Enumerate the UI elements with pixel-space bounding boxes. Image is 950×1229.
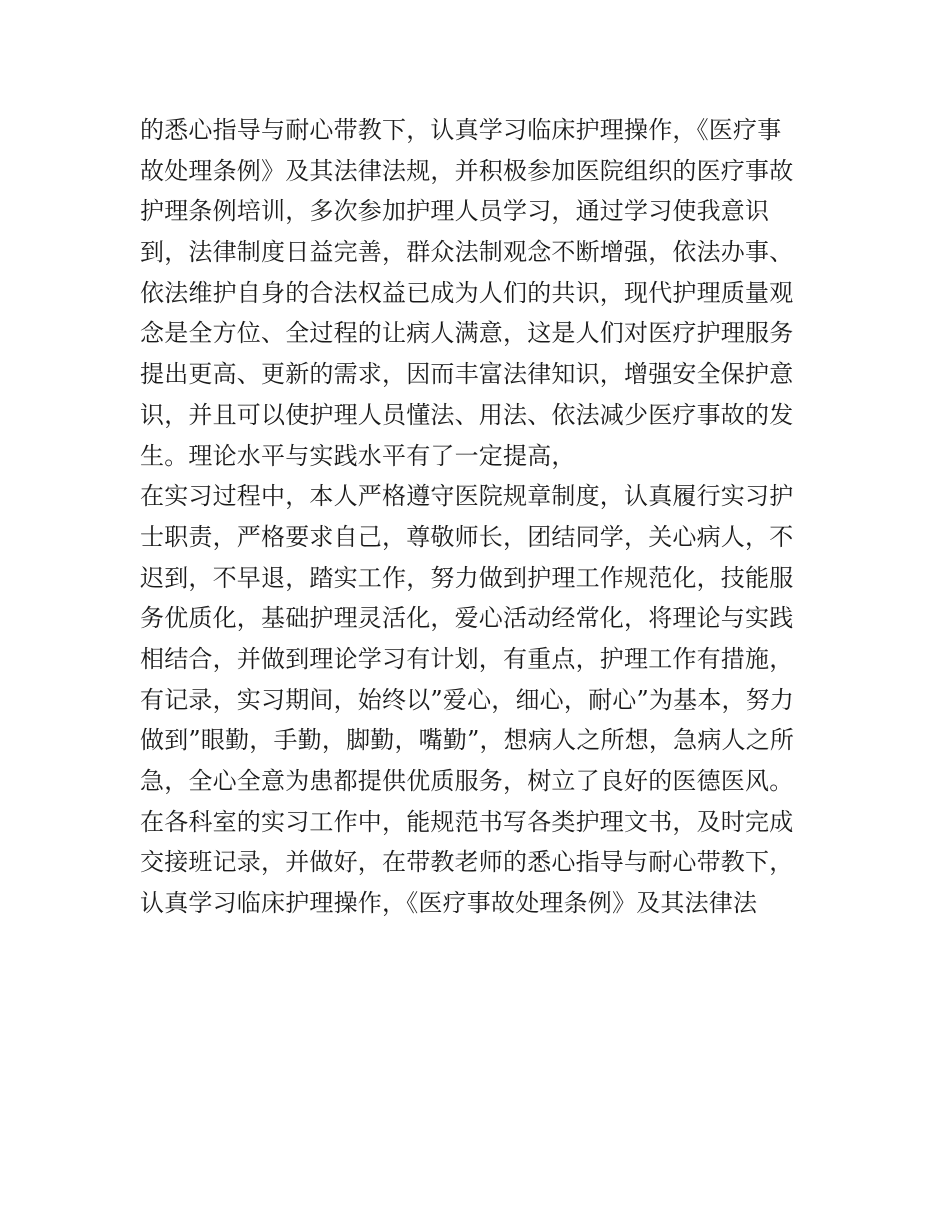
body-text (140, 110, 820, 924)
text-line: 提出更高、更新的需求，因而丰富法律知识，增强安全保护意 (140, 360, 794, 389)
text-line: 的悉心指导与耐心带教下，认真学习临床护理操作，《医疗事 (140, 116, 782, 144)
text-line: 认真学习临床护理操作，《医疗事故处理条例》及其法律法 (140, 889, 758, 918)
text-line: 交接班记录，并做好，在带教老师的悉心指导与耐心带教下， (140, 848, 794, 877)
text-line: 到，法律制度日益完善，群众法制观念不断增强，依法办事、 (140, 238, 794, 267)
text-line: 在实习过程中，本人严格遵守医院规章制度，认真履行实习护 (140, 482, 794, 511)
text-line: 生。理论水平与实践水平有了一定提高， (140, 441, 576, 470)
text-line: 相结合，并做到理论学习有计划，有重点，护理工作有措施， (140, 644, 794, 673)
text-line: 念是全方位、全过程的让病人满意，这是人们对医疗护理服务 (140, 319, 794, 348)
text-line: 急，全心全意为患都提供优质服务，树立了良好的医德医风。 (140, 767, 794, 795)
text-line: 在各科室的实习工作中，能规范书写各类护理文书，及时完成 (140, 807, 794, 836)
text-line: 士职责，严格要求自己，尊敬师长，团结同学，关心病人，不 (140, 522, 794, 551)
text-line: 有记录，实习期间，始终以”爱心，细心，耐心”为基本，努力 (140, 685, 795, 714)
text-line: 护理条例培训，多次参加护理人员学习，通过学习使我意识 (140, 197, 770, 226)
text-line: 迟到，不早退，踏实工作，努力做到护理工作规范化，技能服 (140, 563, 794, 592)
text-line: 识，并且可以使护理人员懂法、用法、依法减少医疗事故的发 (140, 400, 794, 429)
text-line: 做到”眼勤，手勤，脚勤，嘴勤”，想病人之所想，急病人之所 (140, 726, 795, 755)
text-line: 依法维护自身的合法权益已成为人们的共识，现代护理质量观 (140, 278, 794, 307)
text-line: 务优质化，基础护理灵活化，爱心活动经常化，将理论与实践 (140, 604, 794, 633)
text-line: 故处理条例》及其法律法规，并积极参加医院组织的医疗事故 (140, 156, 794, 185)
